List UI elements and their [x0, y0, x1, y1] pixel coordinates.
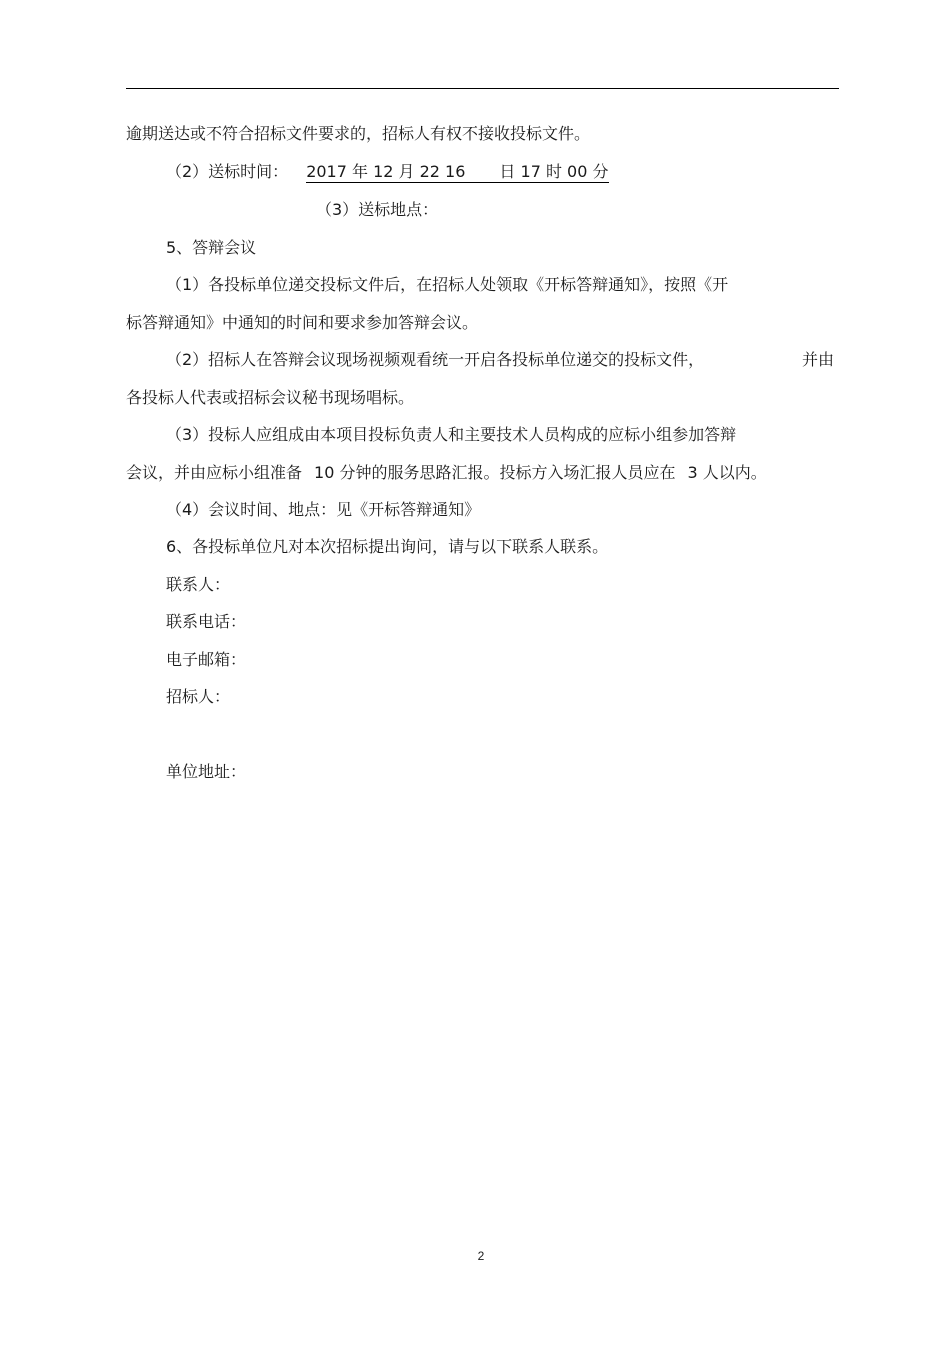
paragraph-5-2-line2: 各投标人代表或招标会议秘书现场唱标。 — [126, 388, 415, 407]
paragraph-5-2-line1: （2）招标人在答辩会议现场视频观看统一开启各投标单位递交的投标文件， 并由 — [166, 350, 834, 369]
paragraph-5-1-line2: 标答辩通知》中通知的时间和要求参加答辩会议。 — [126, 313, 479, 332]
page-number: 2 — [477, 1249, 485, 1263]
paragraph-late-delivery: 逾期送达或不符合招标文件要求的，招标人有权不接收投标文件。 — [126, 124, 591, 143]
tenderer-label: 招标人： — [166, 687, 231, 706]
section-5-heading: 5、答辩会议 — [166, 238, 257, 257]
contact-phone-label: 联系电话： — [166, 612, 247, 631]
unit-address-label: 单位地址： — [166, 762, 247, 781]
email-label: 电子邮箱： — [166, 650, 247, 669]
paragraph-5-3-line1: （3）投标人应组成由本项目投标负责人和主要技术人员构成的应标小组参加答辩 — [166, 425, 737, 444]
header-rule — [126, 88, 839, 89]
paragraph-5-4: （4）会议时间、地点：见《开标答辩通知》 — [166, 500, 481, 519]
paragraph-5-1-line1: （1）各投标单位递交投标文件后，在招标人处领取《开标答辩通知》，按照《开 — [166, 275, 729, 294]
delivery-location-line: （3）送标地点： — [316, 200, 439, 219]
paragraph-5-3-line2: 会议，并由应标小组准备 10 分钟的服务思路汇报。投标方入场汇报人员应在 3 人以内。 — [126, 463, 767, 482]
delivery-time-label: （2）送标时间： — [166, 162, 289, 181]
delivery-time-line — [166, 162, 609, 182]
section-6-line: 6、各投标单位凡对本次招标提出询问，请与以下联系人联系。 — [166, 537, 609, 556]
contact-person-label: 联系人： — [166, 575, 231, 594]
delivery-time-value: 2017 年 12 月 22 16 日 17 时 00 分 — [306, 162, 609, 181]
